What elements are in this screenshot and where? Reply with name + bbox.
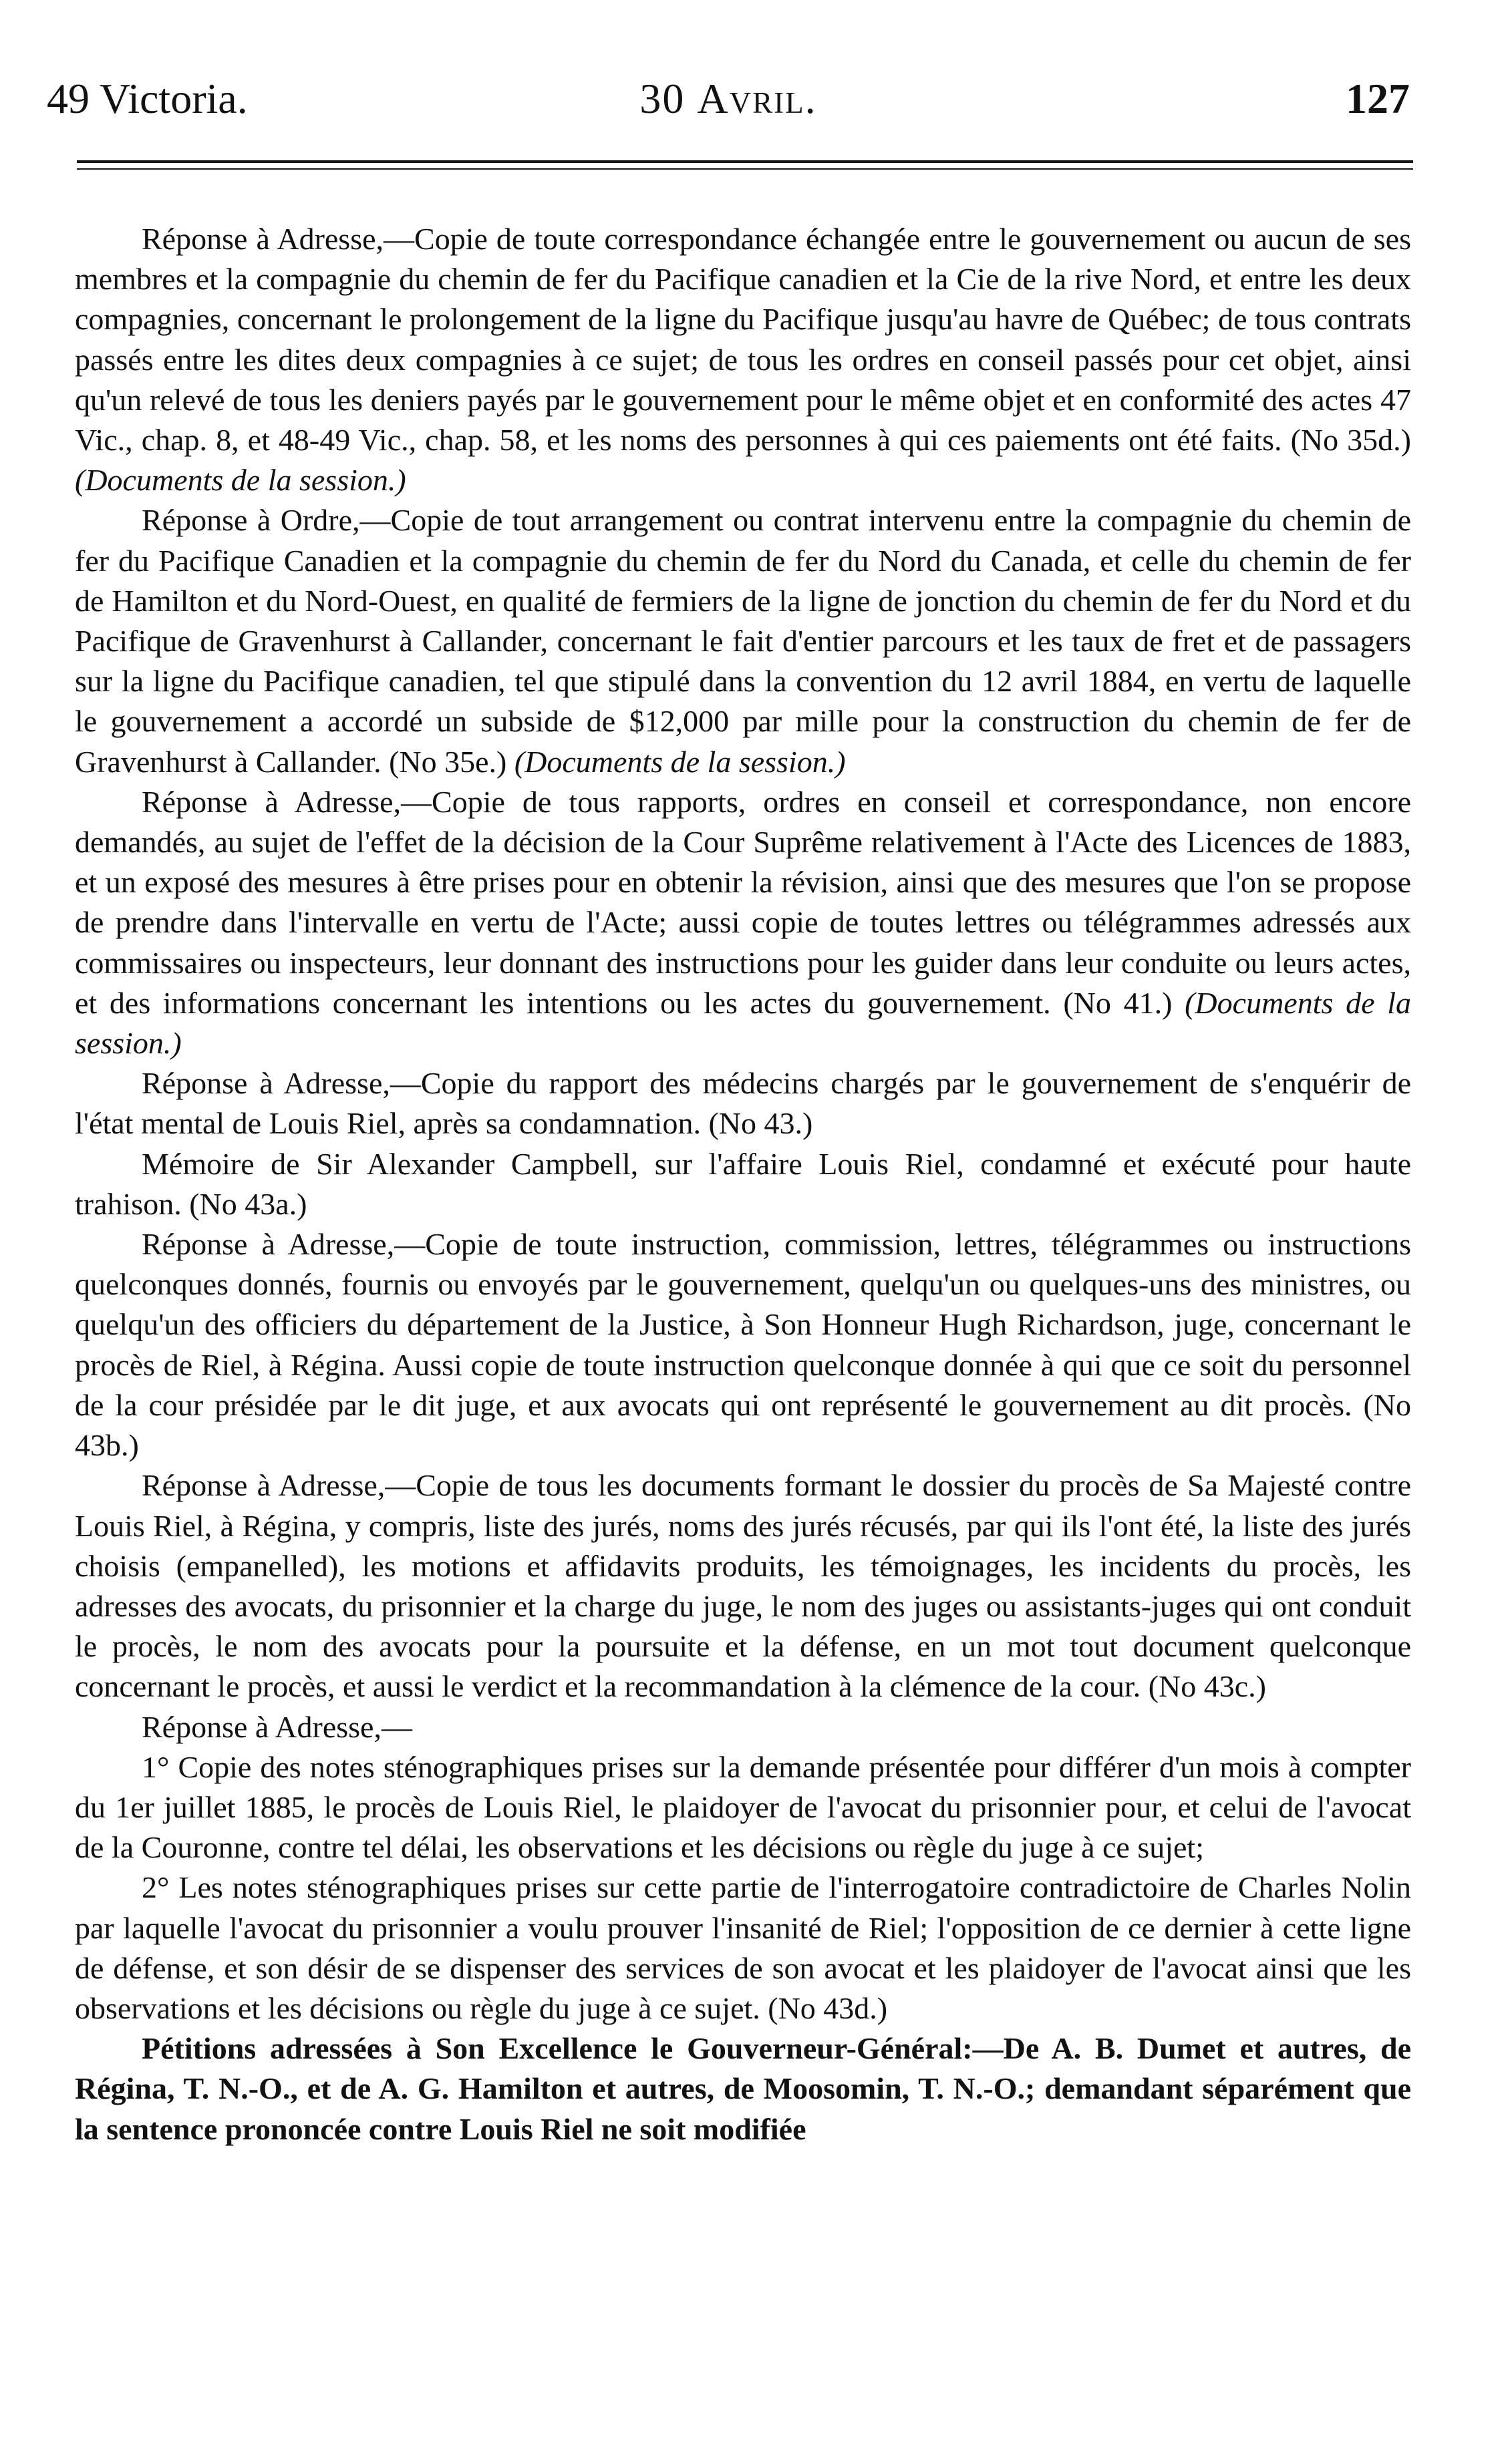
paragraph-10-text: 2° Les notes sténographiques prises sur cette partie de l'interrogatoire contradictoire de Charles Nolin par laquelle l'avocat du prisonnier a voulu prouver l'insanité de Riel; l'opposition de ce dernier à cette ligne de défense, et son désir de se dispenser des services de son avocat et les plaidoyer de l'avocat ainsi que les observations et les décisions ou règle du juge à ce sujet. (No 43d.) bbox=[75, 1870, 1411, 2025]
paragraph-11 bbox=[75, 2029, 1411, 2149]
header-date bbox=[47, 72, 1410, 126]
paragraph-3-text: Réponse à Adresse,—Copie de tous rapports, ordres en conseil et correspondance, non encore demandés, au sujet de l'effet de la décision de la Cour Suprême relativement à l'Acte des Licences de 1883, et un exposé des mesures à être prises pour en obtenir la révision, ainsi que des mesures que l'on se propose de prendre dans l'intervalle en vertu de l'Acte; aussi copie de toutes lettres ou télégrammes adressés aux commissaires ou inspecteurs, leur donnant des instructions pour les guider dans leur conduite ou leurs actes, et des informations concernant les intentions ou les actes du gouvernement. (No 41.) bbox=[75, 784, 1411, 1020]
paragraph-6 bbox=[75, 1224, 1411, 1465]
running-header bbox=[47, 72, 1410, 126]
header-rule-thick bbox=[77, 160, 1413, 163]
paragraph-7-text: Réponse à Adresse,—Copie de tous les documents formant le dossier du procès de Sa Majesté contre Louis Riel, à Régina, y compris, liste des jurés, noms des jurés récusés, par qui ils l'ont été, la liste des jurés choisis (empanelled), les motions et affidavits produits, les témoignages, les incidents du procès, les adresses des avocats, du prisonnier et la charge du juge, le nom des juges ou assistants-juges qui ont conduit le procès, le nom des avocats pour la poursuite et la défense, en un mot tout document quelconque concernant le procès, et aussi le verdict et la recommandation à la clémence de la cour. (No 43c.) bbox=[75, 1468, 1411, 1704]
paragraph-3-note: (Documents de la session.) bbox=[75, 985, 1411, 1061]
paragraph-5 bbox=[75, 1144, 1411, 1224]
page-number: 127 bbox=[1346, 75, 1410, 122]
paragraph-2-text: Réponse à Ordre,—Copie de tout arrangement ou contrat intervenu entre la compagnie du chemin de fer du Pacifique Canadien et la compagnie du chemin de fer du Nord du Canada, et celle du chemin de fer de Hamilton et du Nord-Ouest, en qualité de fermiers de la ligne de jonction du chemin de fer du Nord et du Pacifique de Gravenhurst à Callander, concernant le fait d'entier parcours et les taux de fret et de passagers sur la ligne du Pacifique canadien, tel que stipulé dans la convention du 12 avril 1884, en vertu de laquelle le gouvernement a accordé un subside de $12,000 par mille pour la construction du chemin de fer de Gravenhurst à Callander. (No 35e.) bbox=[75, 503, 1411, 779]
header-rule-thin bbox=[77, 168, 1413, 170]
paragraph-8-text: Réponse à Adresse,— bbox=[142, 1709, 412, 1744]
header-session: 49 Victoria. bbox=[47, 75, 248, 122]
paragraph-1-note: (Documents de la session.) bbox=[75, 463, 406, 498]
paragraph-1-text: Réponse à Adresse,—Copie de toute correspondance échangée entre le gouvernement ou aucun de ses membres et la compagnie du chemin de fer du Pacifique canadien et la Cie de la rive Nord, et entre les deux compagnies, concernant le prolongement de la ligne du Pacifique jusqu'au havre de Québec; de tous contrats passés entre les dites deux compagnies à ce sujet; de tous les ordres en conseil passés pour cet objet, ainsi qu'un relevé de tous les deniers payés par le gouvernement pour le même objet et en conformité des actes 47 Vic., chap. 8, et 48-49 Vic., chap. 58, et les noms des personnes à qui ces paiements ont été faits. (No 35d.) bbox=[75, 222, 1411, 458]
paragraph-8 bbox=[75, 1707, 1411, 1747]
paragraph-10 bbox=[75, 1868, 1411, 2029]
paragraph-2-note: (Documents de la session.) bbox=[514, 744, 846, 779]
paragraph-11-text: Pétitions adressées à Son Excellence le Gouverneur-Général:—De A. B. Dumet et autres, de Régina, T. N.-O., et de A. G. Hamilton et autres, de Moosomin, T. N.-O.; demandant séparément que la sentence prononcée contre Louis Riel ne soit modifiée bbox=[75, 2031, 1411, 2146]
header-day: 30 bbox=[639, 75, 686, 122]
paragraph-5-text: Mémoire de Sir Alexander Campbell, sur l'affaire Louis Riel, condamné et exécuté pour haute trahison. (No 43a.) bbox=[75, 1146, 1411, 1221]
paragraph-4 bbox=[75, 1063, 1411, 1143]
header-month: Avril. bbox=[697, 75, 817, 122]
paragraph-9-text: 1° Copie des notes sténographiques prises sur la demande présentée pour différer d'un mois à compter du 1er juillet 1885, le procès de Louis Riel, le plaidoyer de l'avocat du prisonnier pour, et celui de l'avocat de la Couronne, contre tel délai, les observations et les décisions ou règle du juge à ce sujet; bbox=[75, 1749, 1411, 1865]
paragraph-9 bbox=[75, 1747, 1411, 1868]
paragraph-4-text: Réponse à Adresse,—Copie du rapport des médecins chargés par le gouvernement de s'enquérir de l'état mental de Louis Riel, après sa condamnation. (No 43.) bbox=[75, 1066, 1411, 1141]
paragraph-3 bbox=[75, 782, 1411, 1063]
paragraph-6-text: Réponse à Adresse,—Copie de toute instruction, commission, lettres, télégrammes ou instructions quelconques donnés, fournis ou envoyés par le gouvernement, quelqu'un ou quelques-uns des ministres, ou quelqu'un des officiers du département de la Justice, à Son Honneur Hugh Richardson, juge, concernant le procès de Riel, à Régina. Aussi copie de toute instruction quelconque donnée à qui que ce soit du personnel de la cour présidée par le dit juge, et aux avocats qui ont représenté le gouvernement au dit procès. (No 43b.) bbox=[75, 1227, 1411, 1463]
document-body bbox=[75, 219, 1411, 2149]
paragraph-2 bbox=[75, 500, 1411, 781]
paragraph-1 bbox=[75, 219, 1411, 500]
paragraph-7 bbox=[75, 1465, 1411, 1707]
